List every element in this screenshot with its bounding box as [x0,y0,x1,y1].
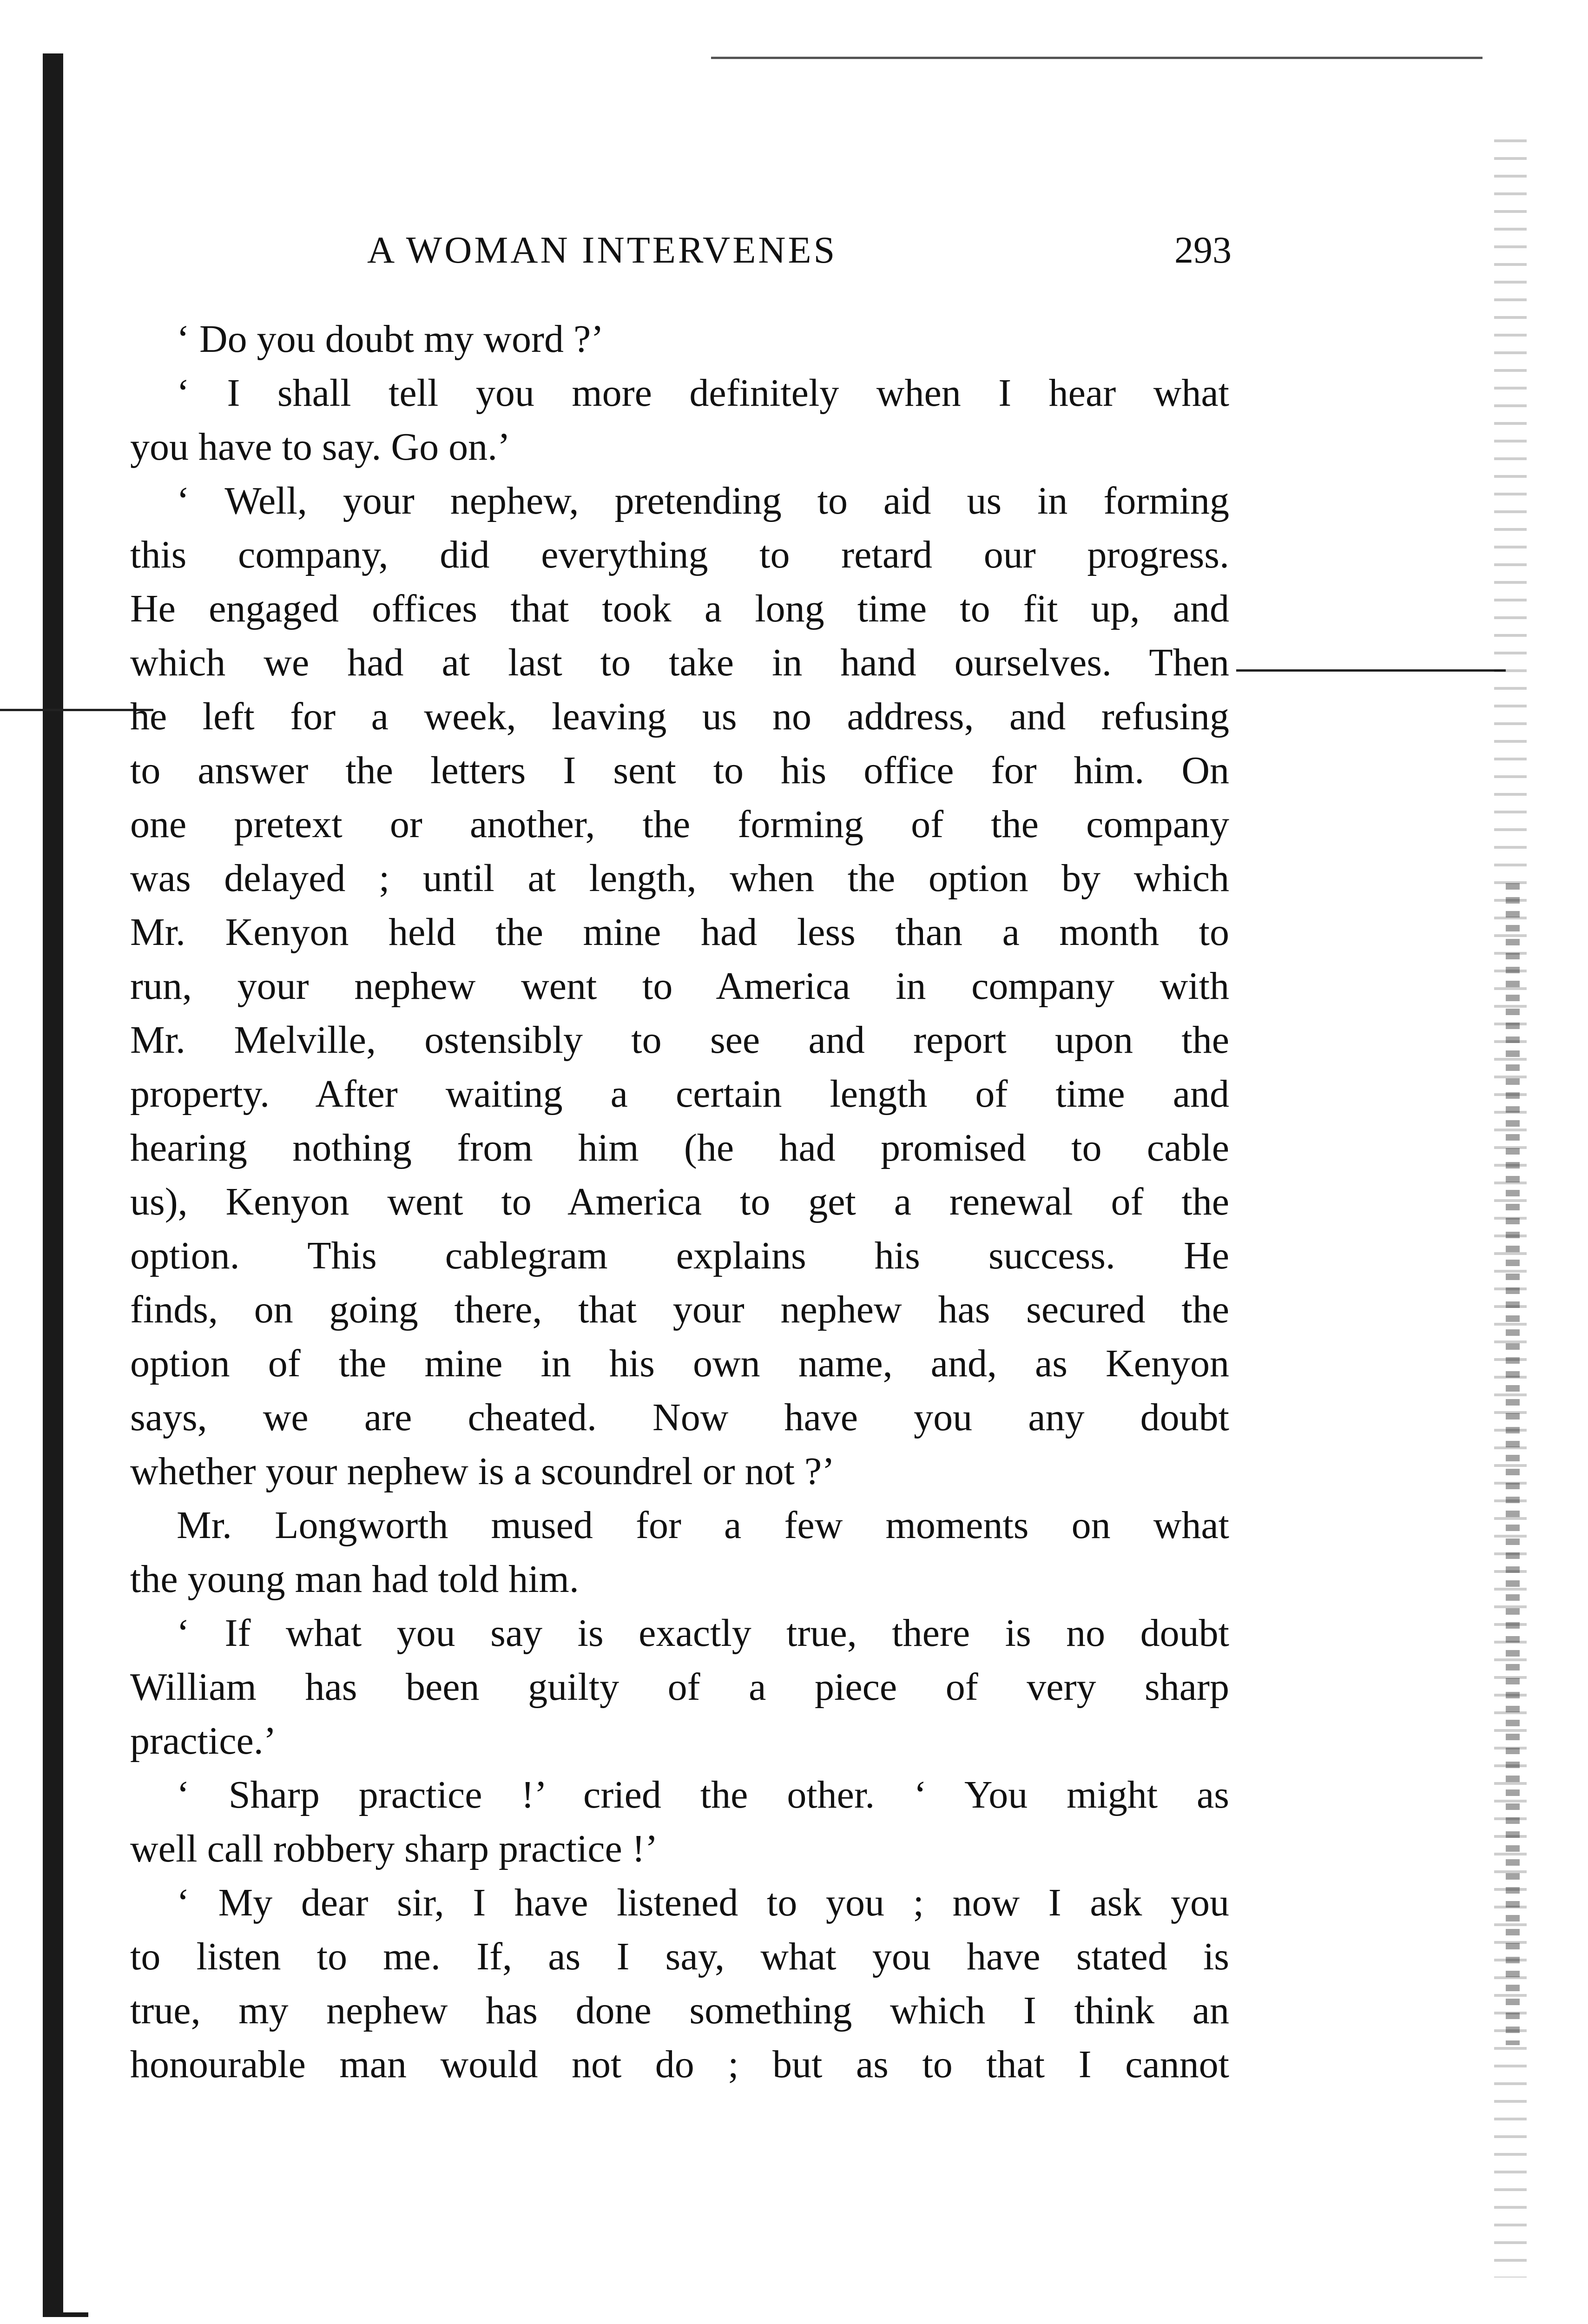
text-line: ‘ Do you doubt my word ?’ [177,317,604,361]
text-line: to listen to me. If, as I say, what you have stated is [130,1935,1229,1978]
running-title: A WOMAN INTERVENES [367,229,837,271]
text-line: well call robbery sharp practice !’ [130,1827,658,1870]
text-line: Mr. Longworth mused for a few moments on what [177,1504,1229,1547]
scan-top-rule [711,57,1483,59]
text-line: whether your nephew is a scoundrel or not ?’ [130,1450,835,1493]
scan-stray-line-right [1236,669,1506,672]
text-line: option. This cablegram explains his success. He [130,1234,1229,1277]
text-line: was delayed ; until at length, when the option by which [130,857,1229,900]
text-line: this company, did everything to retard our progress. [130,533,1229,576]
text-line: William has been guilty of a piece of very sharp [130,1665,1229,1709]
text-line: Mr. Melville, ostensibly to see and report upon the [130,1018,1229,1062]
text-line: true, my nephew has done something which I think an [130,1989,1229,2032]
text-line: ‘ I shall tell you more definitely when I hear what [177,371,1229,415]
binding-edge-shadow [43,53,63,2317]
text-line: the young man had told him. [130,1558,579,1601]
text-line: property. After waiting a certain length of time and [130,1072,1229,1116]
text-line: us), Kenyon went to America to get a renewal of the [130,1180,1229,1223]
text-line: ‘ If what you say is exactly true, there is no doubt [177,1611,1229,1655]
text-line: you have to say. Go on.’ [130,425,511,469]
text-line: ‘ Sharp practice !’ cried the other. ‘ You might as [177,1773,1229,1816]
text-line: he left for a week, leaving us no address, and refusing [130,695,1229,738]
text-line: option of the mine in his own name, and, as Kenyon [130,1342,1229,1385]
text-line: run, your nephew went to America in company with [130,964,1229,1008]
text-line: He engaged offices that took a long time to fit up, and [130,587,1229,630]
binding-edge-foot [46,2312,88,2317]
body-text [130,312,1229,2092]
text-line: Mr. Kenyon held the mine had less than a month to [130,911,1229,954]
text-line: says, we are cheated. Now have you any doubt [130,1396,1229,1439]
text-line: hearing nothing from him (he had promised to cable [130,1126,1229,1169]
page-number: 293 [1174,229,1232,271]
running-head [125,222,1232,278]
text-line: which we had at last to take in hand ourselves. Then [130,641,1229,684]
text-line: ‘ My dear sir, I have listened to you ; now I ask you [177,1881,1229,1924]
text-line: ‘ Well, your nephew, pretending to aid us in forming [177,479,1229,522]
text-line: practice.’ [130,1719,277,1763]
text-line: finds, on going there, that your nephew has secured the [130,1288,1229,1331]
text-line: one pretext or another, the forming of the company [130,803,1229,846]
text-line: to answer the letters I sent to his office for him. On [130,749,1229,792]
text-line: honourable man would not do ; but as to that I cannot [130,2043,1229,2086]
scan-edge-speckle-dense [1506,883,1520,2045]
